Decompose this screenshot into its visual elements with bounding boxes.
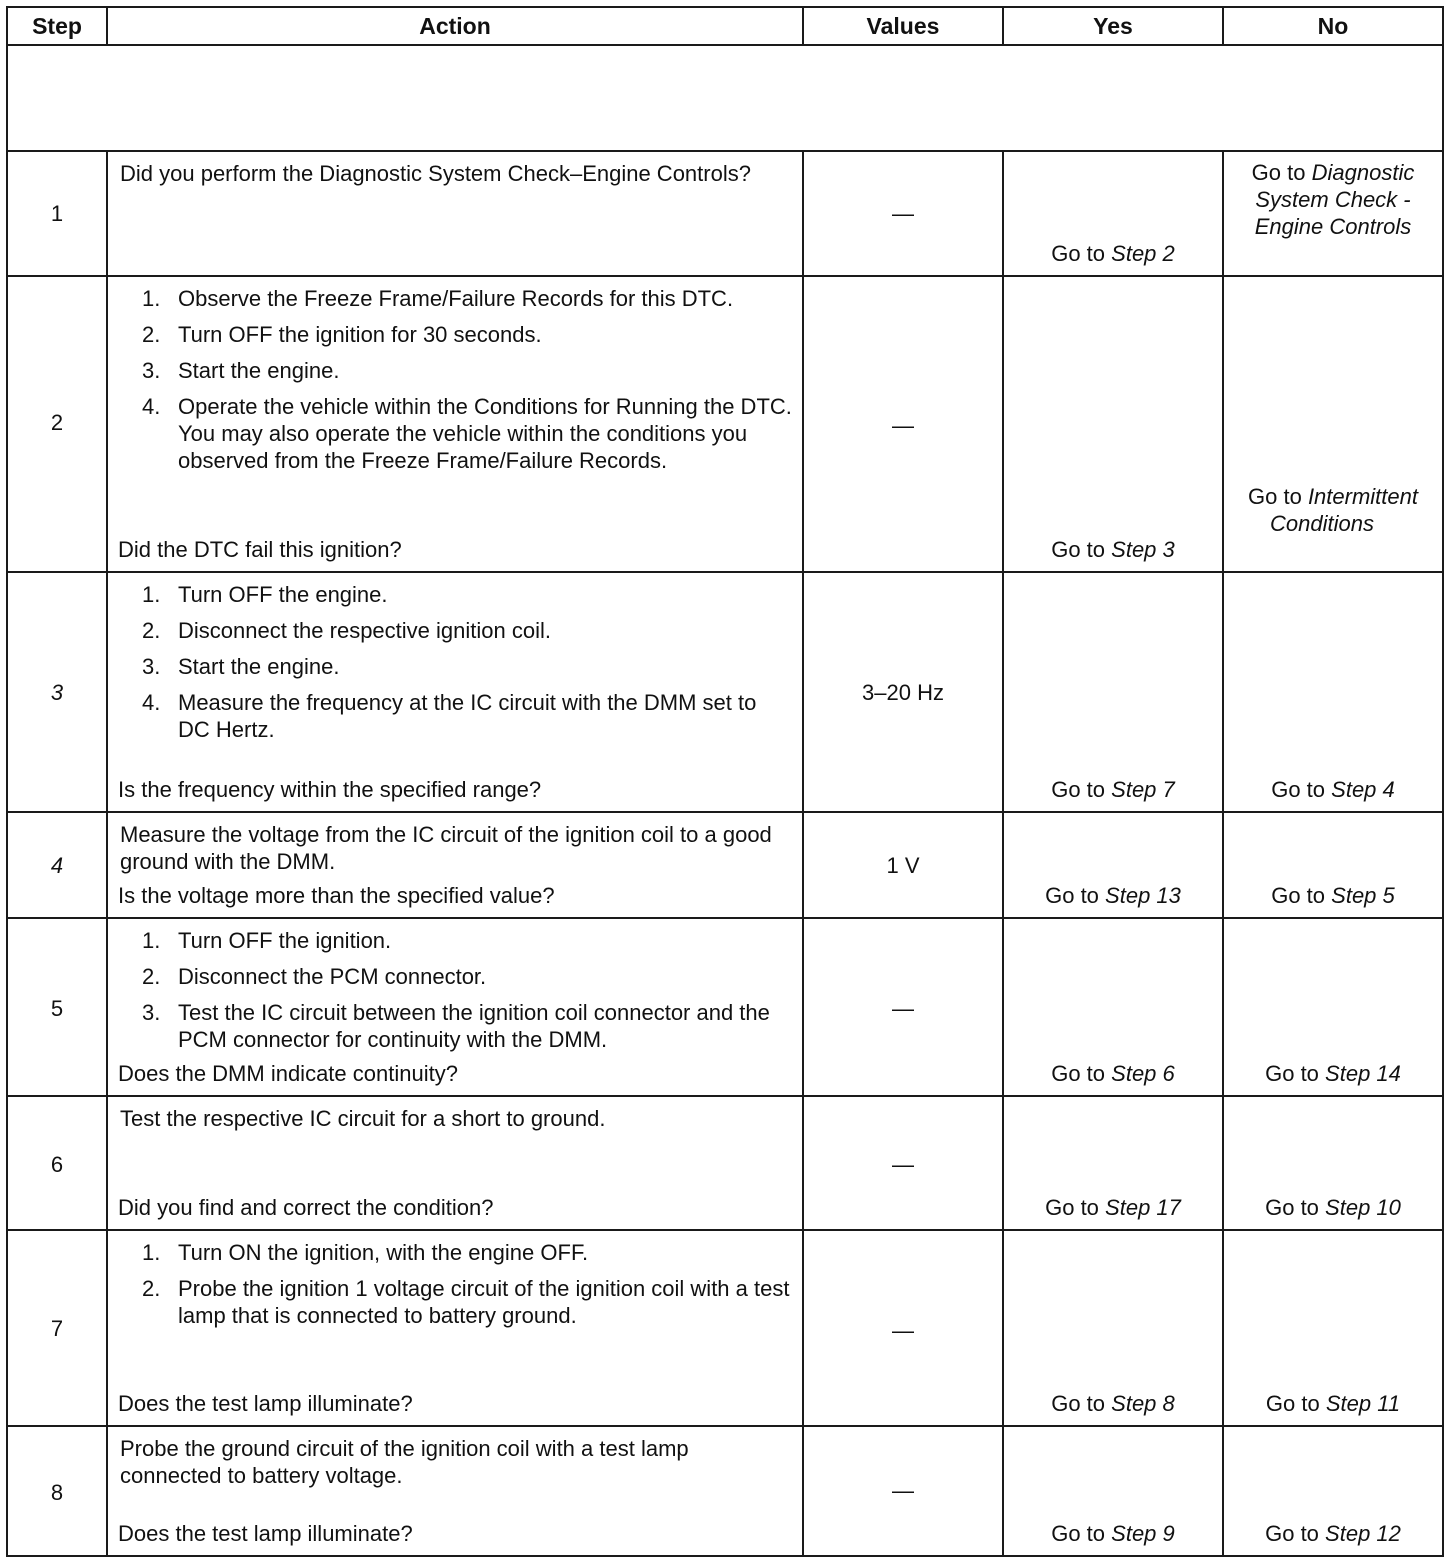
action-text: Test the respective IC circuit for a short to ground. bbox=[120, 1106, 606, 1131]
table-row bbox=[7, 276, 1443, 572]
action-text: Measure the voltage from the IC circuit of the ignition coil to a good ground with the DMM. bbox=[120, 822, 772, 874]
action-steps bbox=[120, 1239, 792, 1329]
step-number: 2 bbox=[50, 410, 64, 435]
header-action: Action bbox=[107, 7, 803, 45]
no-goto: Go to Step 14 bbox=[1265, 1061, 1401, 1086]
value-text: — bbox=[892, 996, 914, 1021]
step-number: 1 bbox=[50, 201, 64, 226]
action-step: 4. Operate the vehicle within the Conditions for Running the DTC. You may also operate the vehicle within the conditions you observed from the Freeze Frame/Failure Records. bbox=[142, 394, 792, 473]
action-steps bbox=[120, 285, 792, 474]
value-text: 1 V bbox=[886, 853, 920, 878]
action-question: Is the voltage more than the specified value? bbox=[118, 883, 555, 908]
action-step: 2. Disconnect the PCM connector. bbox=[142, 964, 487, 989]
action-step: 2. Probe the ignition 1 voltage circuit of the ignition coil with a test lamp that is connected to battery ground. bbox=[142, 1276, 790, 1328]
action-step: 2. Disconnect the respective ignition coil. bbox=[142, 618, 551, 643]
action-step: 2. Turn OFF the ignition for 30 seconds. bbox=[142, 322, 542, 347]
action-question: Is the frequency within the specified range? bbox=[118, 777, 542, 802]
table-row bbox=[7, 1426, 1443, 1556]
no-goto: Go to Diagnostic System Check - Engine Controls bbox=[1251, 160, 1415, 239]
action-question: Does the DMM indicate continuity? bbox=[118, 1061, 458, 1086]
header-yes: Yes bbox=[1003, 7, 1223, 45]
value-text: — bbox=[892, 413, 914, 438]
action-question: Did you find and correct the condition? bbox=[118, 1195, 494, 1220]
yes-goto: Go to Step 7 bbox=[1051, 777, 1175, 802]
yes-goto: Go to Step 17 bbox=[1045, 1195, 1181, 1220]
header-step: Step bbox=[7, 7, 107, 45]
step-number: 4 bbox=[50, 853, 64, 878]
action-step: 3. Start the engine. bbox=[142, 654, 340, 679]
step-number: 5 bbox=[50, 996, 64, 1021]
no-goto: Go to Step 5 bbox=[1271, 883, 1395, 908]
value-text: — bbox=[892, 1152, 914, 1177]
action-step: 1. Turn OFF the engine. bbox=[142, 582, 388, 607]
table-row bbox=[7, 918, 1443, 1096]
diagnostic-table bbox=[6, 6, 1444, 1557]
action-question: Did the DTC fail this ignition? bbox=[118, 537, 402, 562]
action-step: 1. Turn OFF the ignition. bbox=[142, 928, 392, 953]
action-steps bbox=[120, 581, 792, 743]
yes-goto: Go to Step 8 bbox=[1051, 1391, 1175, 1416]
blank-cell bbox=[7, 45, 1443, 151]
yes-goto: Go to Step 6 bbox=[1051, 1061, 1175, 1086]
value-text: 3–20 Hz bbox=[862, 680, 944, 705]
table-row bbox=[7, 812, 1443, 918]
action-step: 3. Start the engine. bbox=[142, 358, 340, 383]
step-number: 8 bbox=[50, 1480, 64, 1505]
blank-row bbox=[7, 45, 1443, 151]
action-question: Does the test lamp illuminate? bbox=[118, 1521, 413, 1546]
step-number: 6 bbox=[50, 1152, 64, 1177]
value-text: — bbox=[892, 1478, 914, 1503]
value-text: — bbox=[892, 201, 914, 226]
yes-goto: Go to Step 13 bbox=[1045, 883, 1181, 908]
table-row bbox=[7, 1096, 1443, 1230]
no-goto: Go to Step 4 bbox=[1271, 777, 1395, 802]
action-step: 1. Observe the Freeze Frame/Failure Records for this DTC. bbox=[142, 286, 734, 311]
step-number: 3 bbox=[50, 680, 64, 705]
action-step: 1. Turn ON the ignition, with the engine OFF. bbox=[142, 1240, 589, 1265]
no-goto: Go to Step 12 bbox=[1265, 1521, 1401, 1546]
step-number: 7 bbox=[50, 1316, 64, 1341]
table-row bbox=[7, 572, 1443, 812]
action-question: Does the test lamp illuminate? bbox=[118, 1391, 413, 1416]
table-row bbox=[7, 1230, 1443, 1426]
no-goto: Go to Intermittent Conditions bbox=[1248, 484, 1418, 536]
table-row bbox=[7, 151, 1443, 276]
no-goto: Go to Step 10 bbox=[1265, 1195, 1401, 1220]
value-text: — bbox=[892, 1318, 914, 1343]
header-values: Values bbox=[803, 7, 1003, 45]
action-step: 4. Measure the frequency at the IC circuit with the DMM set to DC Hertz. bbox=[142, 690, 757, 742]
yes-goto: Go to Step 3 bbox=[1051, 537, 1175, 562]
yes-goto: Go to Step 2 bbox=[1051, 241, 1175, 266]
action-step: 3. Test the IC circuit between the ignition coil connector and the PCM connector for continuity with the DMM. bbox=[142, 1000, 770, 1052]
header-no: No bbox=[1223, 7, 1443, 45]
action-text: Probe the ground circuit of the ignition coil with a test lamp connected to battery voltage. bbox=[120, 1436, 689, 1488]
header-row bbox=[7, 7, 1443, 45]
action-text: Did you perform the Diagnostic System Check–Engine Controls? bbox=[120, 161, 751, 186]
yes-goto: Go to Step 9 bbox=[1051, 1521, 1175, 1546]
action-steps bbox=[120, 927, 792, 1053]
no-goto: Go to Step 11 bbox=[1265, 1391, 1401, 1416]
